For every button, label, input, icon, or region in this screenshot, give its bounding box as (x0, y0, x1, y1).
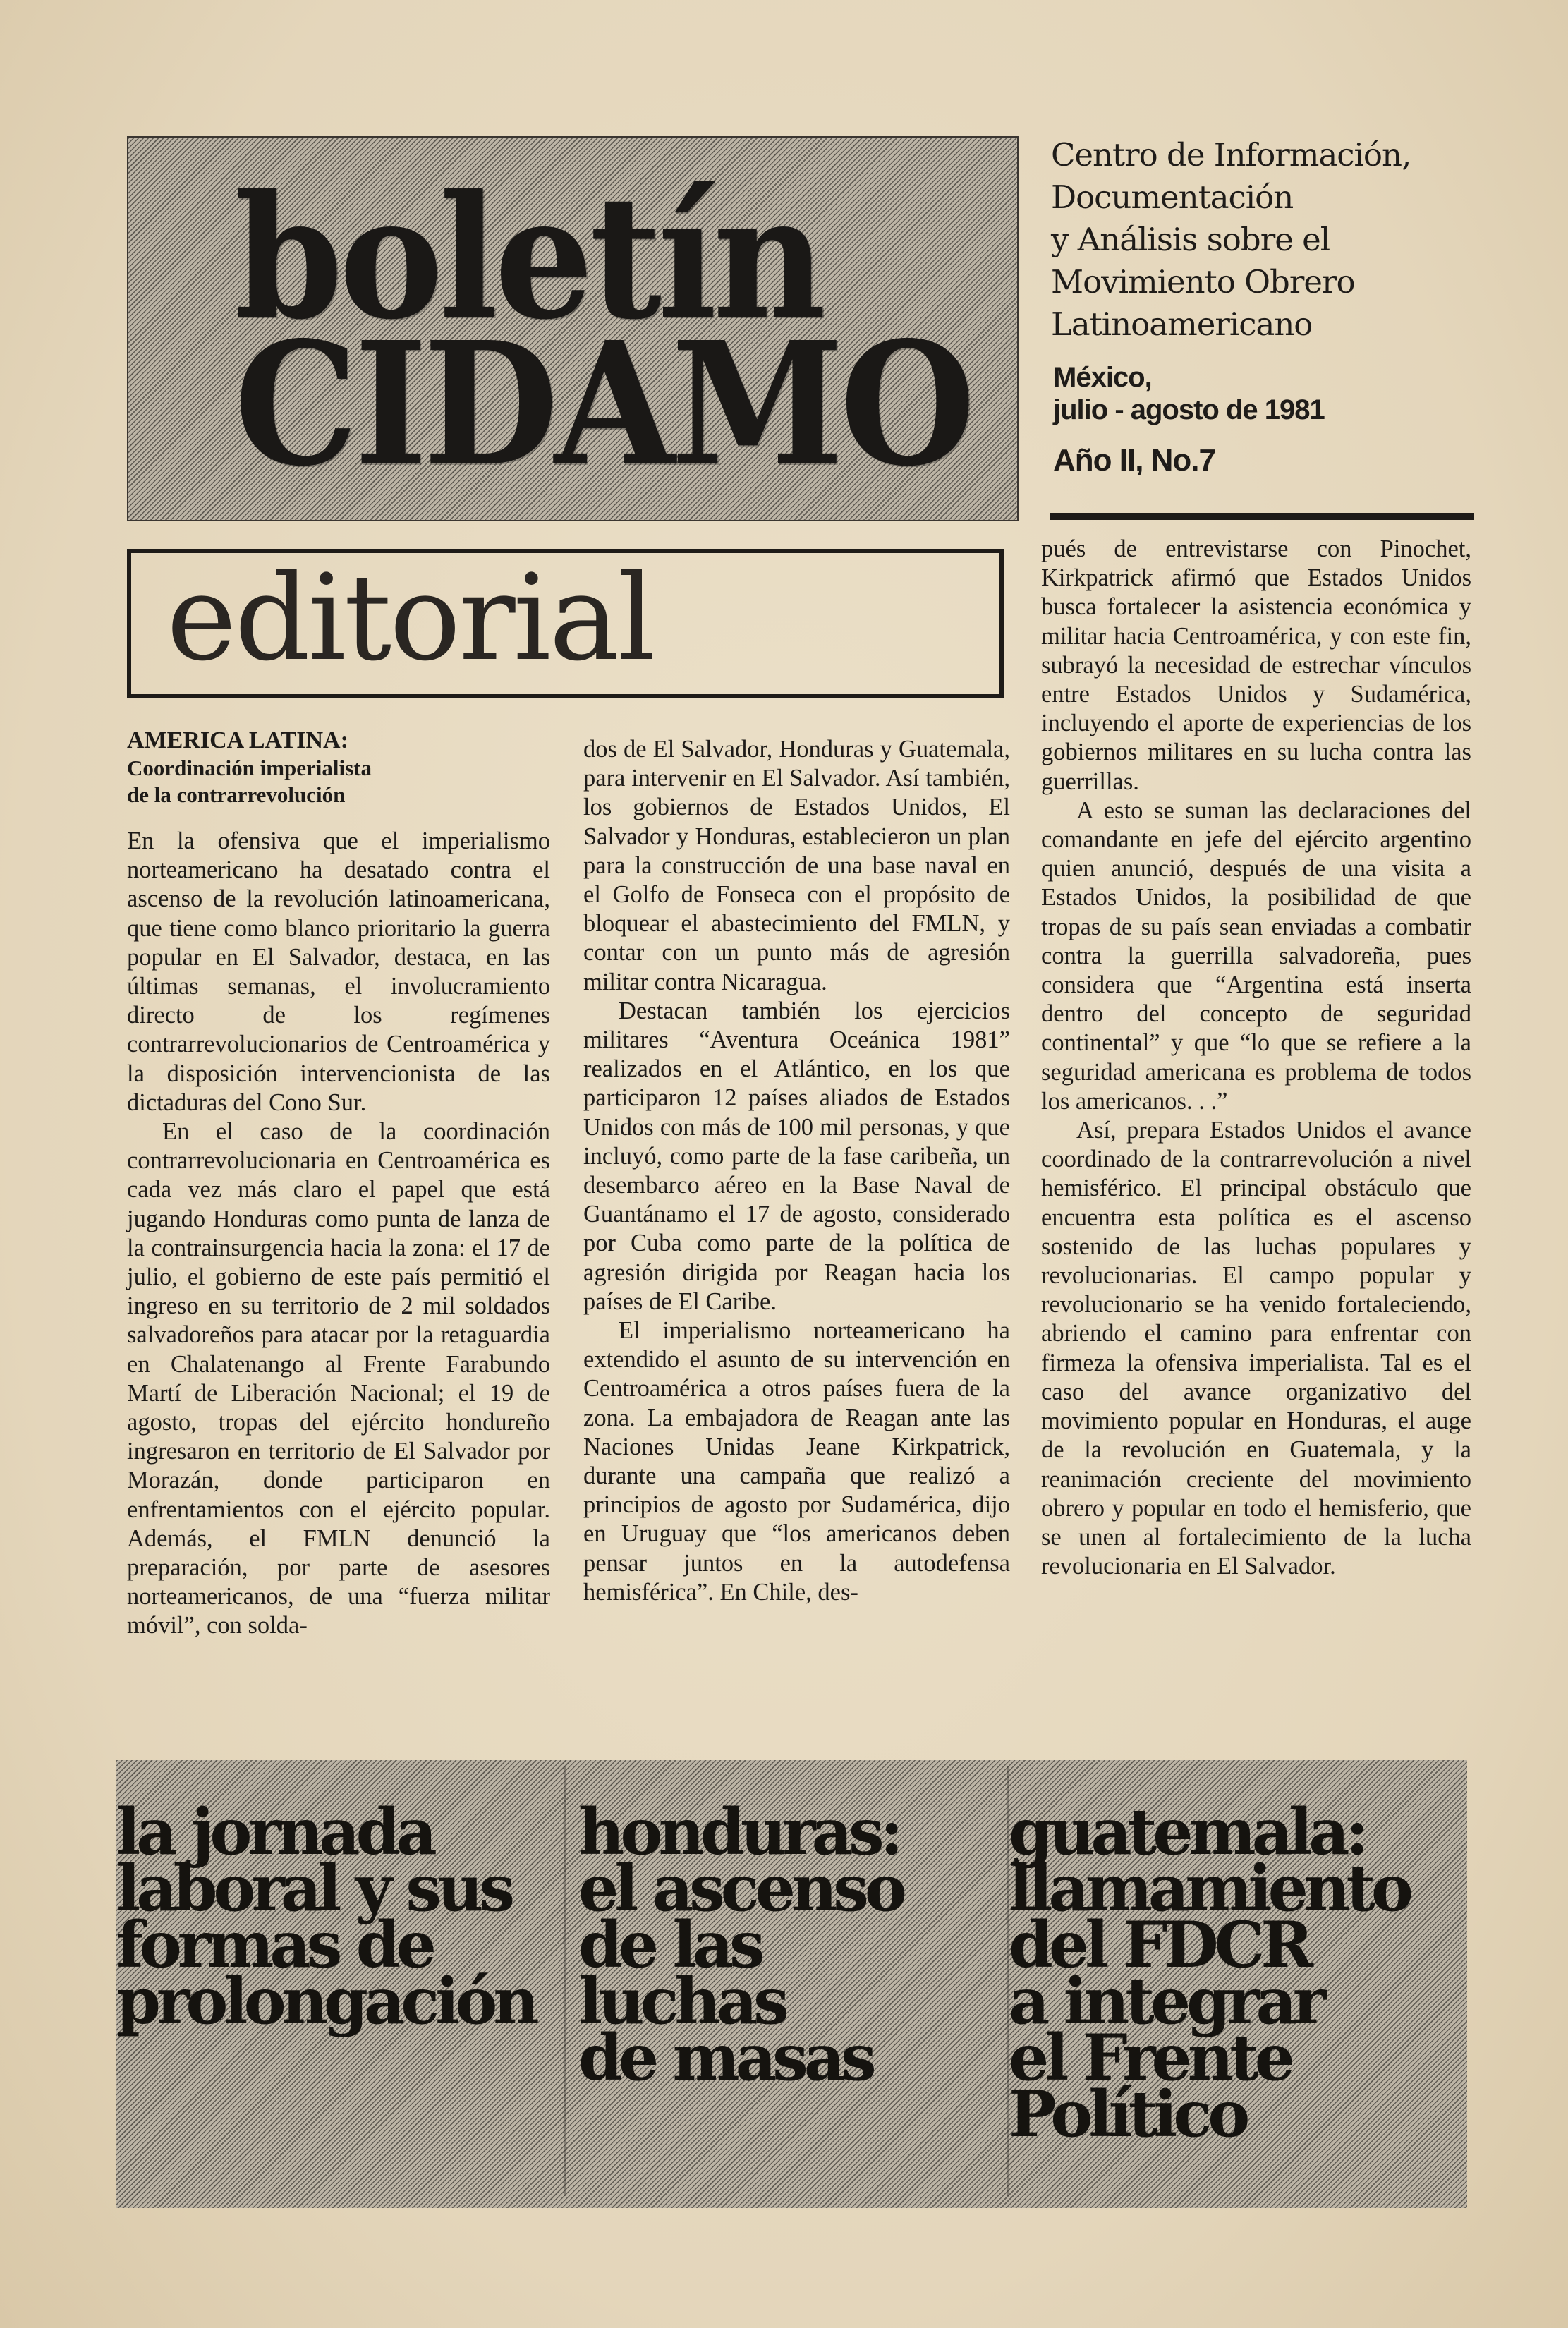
band-divider (564, 1766, 566, 2196)
org-line: y Análisis sobre el (1051, 221, 1330, 258)
headline-line: prolongación (116, 1964, 535, 2039)
headline-line: de las (578, 1908, 761, 1982)
article-column-1 (127, 827, 550, 1641)
contents-headline-guatemala (1009, 1795, 1467, 2152)
paragraph: dos de El Salvador, Honduras y Guatemala, para intervenir en El Salvador. Así también, los gobiernos de Estados Unidos, El Salvador y Honduras, establecieron un plan para la construcción de una base naval en el Golfo de Fonseca con el propósito de bloquear el abastecimiento del FMLN, y contar con un punto más de agresión militar contra Nicaragua. (583, 736, 1010, 995)
headline-line: llamamiento (1009, 1851, 1409, 1926)
headline-line: formas de (116, 1908, 432, 1982)
masthead-title-cidamo: CIDAMO (234, 305, 972, 504)
org-line: Movimiento Obrero (1051, 263, 1355, 301)
headline-line: Político (1009, 2077, 1246, 2152)
issue-date (1053, 361, 1325, 426)
headline-line: de masas (578, 2020, 873, 2095)
headline-line: a integrar (1009, 1964, 1323, 2039)
headline-line: del FDCR (1009, 1908, 1310, 1982)
issue-place: México, (1053, 362, 1152, 393)
issue-date-text: julio - agosto de 1981 (1053, 394, 1325, 425)
section-header-box (127, 549, 1004, 698)
paragraph: En la ofensiva que el imperialismo norteamericano ha desatado contra el ascenso de la revolución latinoamericana, que tiene como blanco prioritario la guerra popular en El Salvador, destaca, en las últimas semanas, el involucramiento directo de los regímenes contrarrevolucionarios de Centroamérica y la disposición intervencionista de las dictaduras del Cono Sur. (127, 827, 550, 1116)
headline-line: laboral y sus (116, 1851, 511, 1926)
org-line: Centro de Información, (1051, 136, 1411, 174)
organization-name (1051, 134, 1502, 346)
headline-line: luchas (578, 1964, 785, 2039)
article-subhead-line: de la contrarrevolución (127, 782, 346, 807)
paragraph: pués de entrevistarse con Pinochet, Kirkpatrick afirmó que Estados Unidos busca fortalecer la asistencia económica y militar hacia Centroamérica, y con este fin, subrayó la necesidad de estrechar vínculos entre Estados Unidos y Sudamérica, incluyendo el aporte de experiencias de los gobiernos militares en su lucha contra las guerrillas. (1041, 535, 1471, 795)
article-kicker: AMERICA LATINA: (127, 727, 348, 753)
article-headline (127, 727, 451, 808)
contents-band (116, 1760, 1467, 2208)
divider-rule (1050, 513, 1474, 520)
org-line: Documentación (1051, 178, 1294, 216)
contents-headline-jornada (116, 1795, 554, 2039)
article-subhead-line: Coordinación imperialista (127, 756, 372, 780)
headline-line: la jornada (116, 1795, 433, 1869)
headline-line: guatemala: (1009, 1795, 1365, 1869)
headline-line: el ascenso (578, 1851, 903, 1926)
article-column-2 (583, 735, 1010, 1607)
issue-number: Año II, No.7 (1053, 443, 1215, 478)
section-title: editorial (166, 549, 654, 687)
headline-line: el Frente (1009, 2020, 1292, 2095)
masthead (127, 136, 1019, 521)
paragraph: En el caso de la coordinación contrarrevolucionaria en Centroamérica es cada vez más claro el papel que está jugando Honduras como punta de lanza de la contrainsurgencia hacia la zona: el 17 de julio, el gobierno de este país permitió el ingreso en su territorio de 2 mil soldados salvadoreños para atacar por la retaguardia en Chalatenango al Frente Farabundo Martí de Liberación Nacional; el 19 de agosto, tropas del ejército hondureño ingresaron en territorio de El Salvador por Morazán, donde participaron en enfrentamientos con el ejército popular. Además, el FMLN denunció la preparación, por parte de asesores norteamericanos, de una “fuerza militar móvil”, con solda- (127, 1118, 550, 1639)
article-column-3 (1041, 535, 1471, 1581)
paragraph: A esto se suman las declaraciones del comandante en jefe del ejército argentino quien anunció, después de una visita a Estados Unidos, la posibilidad de que tropas de su país sean enviadas a combatir contra la guerrilla salvadoreña, pues considera que “Argentina está inserta dentro del concepto de seguridad continental” y que “lo que se refiere a la seguridad americana es problema de todos los americanos. . .” (1041, 796, 1471, 1115)
headline-line: honduras: (578, 1795, 899, 1869)
paragraph: Así, prepara Estados Unidos el avance coordinado de la contrarrevolución a nivel hemisférico. El principal obstáculo que encuentra esta política es el ascenso sostenido de las luchas populares y revolucionarias. El campo popular y revolucionario se ha venido fortaleciendo, abriendo el camino para enfrentar con firmeza la ofensiva imperialista. Tal es el caso del avance organizativo del movimiento popular en Honduras, el auge de la revolución en Guatemala, y la reanimación creciente del movimiento obrero y popular en todo el hemisferio, que se unen al fortalecimiento de la lucha revolucionaria en El Salvador. (1041, 1117, 1471, 1580)
org-line: Latinoamericano (1051, 305, 1313, 343)
paragraph: Destacan también los ejercicios militares “Aventura Oceánica 1981” realizados en el Atlántico, en los que participaron 12 países aliados de Estados Unidos con más de 100 mil personas, y que incluyó, como parte de la fase caribeña, un desembarco aéreo en la Base Naval de Guantánamo el 17 de agosto, considerado por Cuba como parte de la política de agresión dirigida por Reagan hacia los países de El Caribe. (583, 997, 1010, 1315)
masthead-title-boletin: boletín (234, 158, 822, 357)
contents-headline-honduras (578, 1795, 1016, 2095)
paragraph: El imperialismo norteamericano ha extendido el asunto de su intervención en Centroamérica a otros países fuera de la zona. La embajadora de Reagan ante las Naciones Unidas Jeane Kirkpatrick, durante una campaña que realizó a principios de agosto por Sudamérica, dijo en Uruguay que “los americanos deben pensar juntos en la autodefensa hemisférica”. En Chile, des- (583, 1317, 1010, 1606)
